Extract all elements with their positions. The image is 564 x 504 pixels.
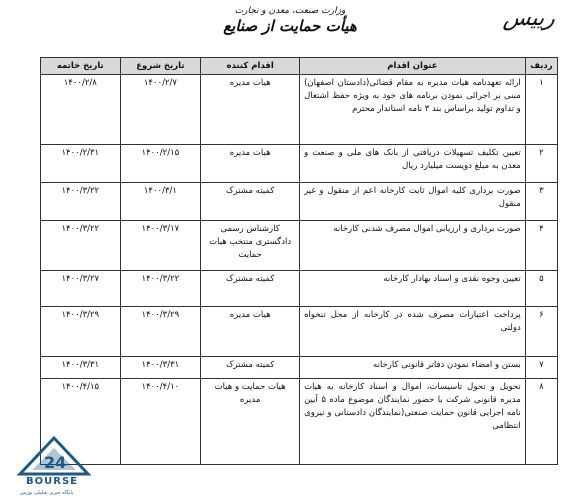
action-title: تعیین وجوه نقدی و اسناد بهادار کارخانه [300, 271, 526, 307]
column-header-num: ردیف [525, 58, 557, 75]
svg-text:24: 24 [44, 453, 67, 472]
end-date: ۱۴۰۰/۲/۸ [41, 75, 121, 145]
start-date: ۱۴۰۰/۲/۷ [120, 75, 201, 145]
action-title: پرداخت اعتبارات مصرف شده در کارخانه از محل تنخواه دولتی [300, 307, 526, 357]
action-actor: هیات مدیره [201, 307, 300, 357]
column-header-start: تاریخ شروع [120, 58, 201, 75]
action-actor: هیات مدیره [201, 145, 300, 183]
row-number: ۲ [525, 145, 557, 183]
table-row [41, 357, 558, 379]
start-date: ۱۴۰۰/۲/۱۵ [120, 145, 201, 183]
row-number: ۵ [525, 271, 557, 307]
end-date: ۱۴۰۰/۳/۲۲ [41, 221, 121, 271]
table-row [41, 379, 558, 465]
start-date: ۱۴۰۰/۳/۱۷ [120, 221, 201, 271]
action-actor: هیات مدیره [201, 75, 300, 145]
column-header-end: تاریخ خاتمه [41, 58, 121, 75]
end-date: ۱۴۰۰/۳/۲۲ [41, 183, 121, 221]
action-title: صورت برداری و ارزیابی اموال مصرف شدنی کارخانه [300, 221, 526, 271]
action-title: ارائه تعهدنامه هیات مدیره به مقام قضائی(دادستان اصفهان) مبنی بر اجرائی نمودن برنامه های خود به ویژه حفظ اشتغال و تداوم تولید براساس بند ۳ نامه استاندار محترم [300, 75, 526, 145]
start-date: ۱۴۰۰/۳/۲۲ [120, 271, 201, 307]
action-title: تعیین تکلیف تسهیلات دریافتی از بانک های ملی و صنعت و معدن به مبلغ دویست میلیارد ریال [300, 145, 526, 183]
start-date: ۱۴۰۰/۳/۱ [120, 183, 201, 221]
bourse-logo-mark [6, 436, 102, 480]
end-date: ۱۴۰۰/۲/۳۱ [41, 145, 121, 183]
action-title: تحویل و تحول تاسیسات، اموال و اسناد کارخانه به هیات مدیره قانونی شرکت با حضور نمایندگان موضوع ماده ۵ آیین نامه اجرایی قانون حمایت صنعتی(نمایندگان دادستانی و نیروی انتظامی [300, 379, 526, 465]
action-title: بستن و امضاء نمودن دفاتر قانونی کارخانه [300, 357, 526, 379]
end-date: ۱۴۰۰/۴/۱۵ [41, 379, 121, 465]
bourse-logo [6, 436, 102, 500]
table-row [41, 307, 558, 357]
row-number: ۱ [525, 75, 557, 145]
action-actor: کمیته مشترک [201, 183, 300, 221]
action-plan-table [40, 57, 558, 465]
header-title: رییس [501, 6, 557, 31]
start-date: ۱۴۰۰/۴/۱۰ [120, 379, 201, 465]
action-actor: کارشناس رسمی دادگستری منتخب هیات حمایت [201, 221, 300, 271]
table-header-row [41, 58, 558, 75]
action-actor: هیات حمایت و هیات مدیره [201, 379, 300, 465]
table-row [41, 271, 558, 307]
logo-subtitle: پایگاه خبری تحلیلی بورس [20, 490, 74, 496]
row-number: ۶ [525, 307, 557, 357]
column-header-actor: اقدام کننده [201, 58, 300, 75]
logo-word: BOURSE [26, 476, 78, 487]
row-number: ۴ [525, 221, 557, 271]
ministry-name: وزارت صنعت، معدن و تجارت [234, 6, 346, 16]
row-number: ۷ [525, 357, 557, 379]
start-date: ۱۴۰۰/۳/۳۱ [120, 357, 201, 379]
start-date: ۱۴۰۰/۳/۲۹ [120, 307, 201, 357]
table-row [41, 75, 558, 145]
row-number: ۳ [525, 183, 557, 221]
board-name: هیأت حمایت از صنایع [223, 17, 357, 35]
table-row [41, 145, 558, 183]
action-title: صورت برداری کلیه اموال ثابت کارخانه اعم از منقول و غیر منقول [300, 183, 526, 221]
column-header-title: عنوان اقدام [300, 58, 526, 75]
end-date: ۱۴۰۰/۳/۳۱ [41, 357, 121, 379]
table-row [41, 183, 558, 221]
letterhead [215, 6, 365, 35]
action-actor: کمیته مشترک [201, 357, 300, 379]
end-date: ۱۴۰۰/۳/۲۹ [41, 307, 121, 357]
end-date: ۱۴۰۰/۳/۲۷ [41, 271, 121, 307]
action-actor: کمیته مشترک [201, 271, 300, 307]
row-number: ۸ [525, 379, 557, 465]
table-row [41, 221, 558, 271]
